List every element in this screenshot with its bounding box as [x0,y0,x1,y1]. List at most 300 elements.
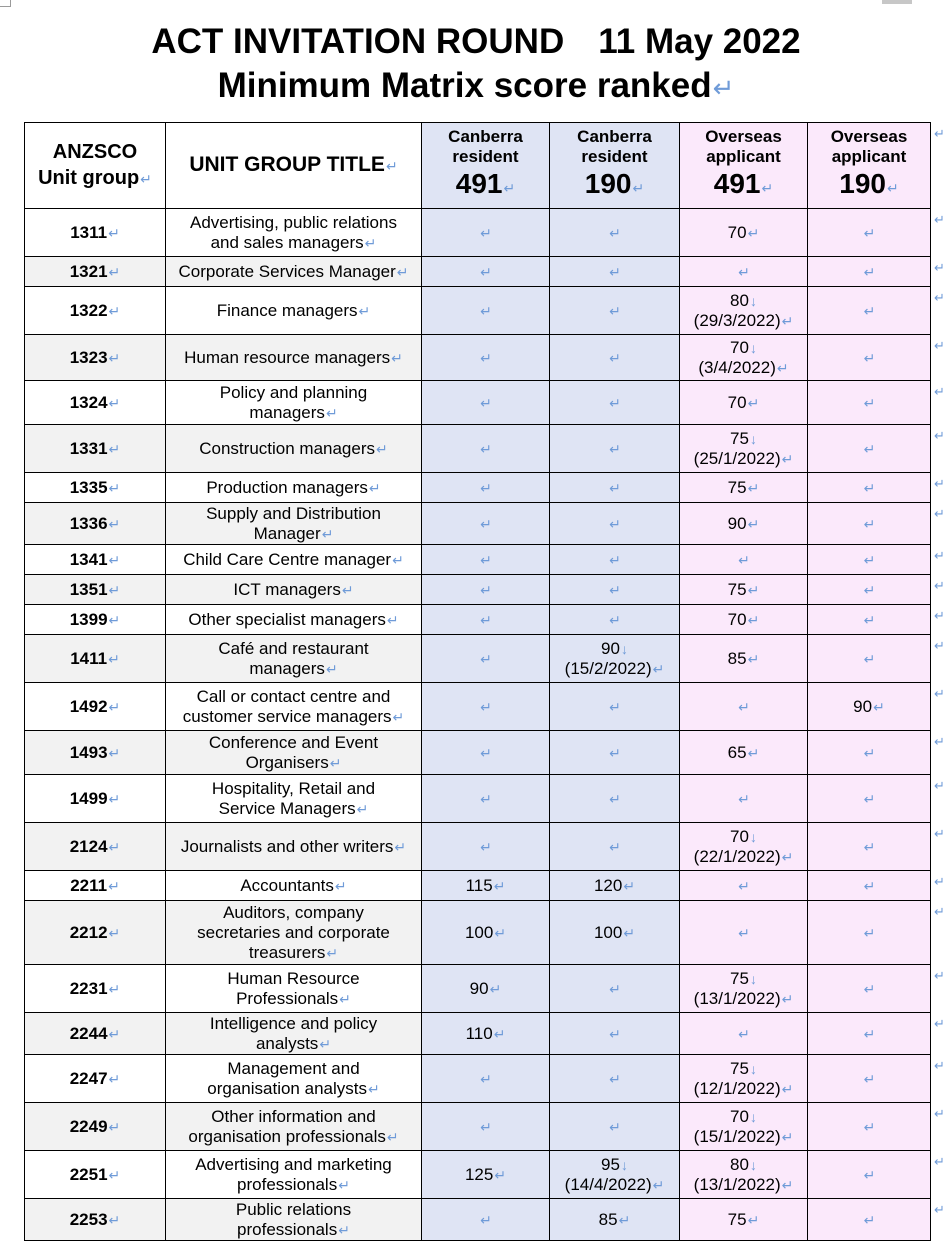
line-break-icon: ↓ [749,1108,757,1125]
score-cell-c4 [808,635,931,683]
return-mark-icon: ↵ [781,1176,794,1193]
title-line: Café and restaurant [218,638,369,658]
score-cell-c2 [550,635,680,683]
score-cell-c1 [422,871,550,901]
return-mark-icon: ↵ [385,158,398,174]
return-mark-icon: ↵ [108,980,121,997]
return-mark-icon: ↵ [863,611,876,628]
score-cell-c4 [808,731,931,775]
table-row [25,605,931,635]
right-margin-return-marks [928,0,952,1254]
score-line: 80↓ [730,290,757,310]
return-mark-icon: ↵ [712,73,735,103]
title-line: managers↵ [249,402,338,422]
return-mark-icon: ↵ [338,1176,350,1193]
line-break-icon: ↓ [749,1156,757,1173]
anzsco-code-cell [25,605,166,635]
return-mark-icon: ↵ [108,877,120,894]
return-mark-icon: ↵ [364,234,377,251]
anzsco-code: 2244 [69,1023,108,1043]
return-mark-icon: ↵ [934,1016,945,1031]
return-mark-icon: ↵ [489,980,502,997]
score-line: 90↵ [727,513,760,533]
score-cell-c3 [680,683,808,731]
table-row [25,683,931,731]
score-cell-c2 [550,545,680,575]
header-overseas-190: Overseas applicant 190↵ [808,123,931,209]
table-row [25,209,931,257]
score-line: 75↵ [727,477,760,497]
score-line: 70↵ [727,392,760,412]
return-mark-icon: ↵ [480,1118,492,1135]
score-cell-c4 [808,545,931,575]
return-mark-icon: ↵ [863,924,876,941]
score-cell-c2 [550,575,680,605]
return-mark-icon: ↵ [325,660,338,677]
score-cell-c2 [550,287,680,335]
score-cell-c3 [680,1199,808,1241]
score-cell-c1 [422,901,550,965]
return-mark-icon: ↵ [747,581,760,598]
return-mark-icon: ↵ [781,450,794,467]
score-cell-c1 [422,1151,550,1199]
return-mark-icon: ↵ [480,440,492,457]
line-break-icon: ↓ [620,640,628,657]
line-break-icon: ↓ [749,970,757,987]
score-cell-c1 [422,731,550,775]
return-mark-icon: ↵ [609,611,621,628]
unit-group-title-cell [166,775,422,823]
score-cell-c3 [680,1103,808,1151]
score-cell-c3 [680,731,808,775]
score-cell-c2 [550,775,680,823]
return-mark-icon: ↵ [863,1211,876,1228]
title-line: Accountants↵ [240,875,347,895]
score-cell-c3 [680,635,808,683]
title-line: Call or contact centre and [196,686,391,706]
score-cell-c1 [422,1055,550,1103]
header-canberra-491: Canberra resident 491↵ [422,123,550,209]
score-cell-c3 [680,605,808,635]
return-mark-icon: ↵ [480,479,492,496]
score-cell-c4 [808,871,931,901]
return-mark-icon: ↵ [934,734,945,749]
unit-group-title-cell [166,683,422,731]
return-mark-icon: ↵ [494,924,507,941]
return-mark-icon: ↵ [747,744,760,761]
return-mark-icon: ↵ [319,1035,332,1052]
return-mark-icon: ↵ [609,263,621,280]
return-mark-icon: ↵ [108,515,121,532]
return-mark-icon: ↵ [358,302,371,319]
title-line: Advertising and marketing [195,1154,392,1174]
return-mark-icon: ↵ [863,263,876,280]
score-line: 90↵ [469,978,502,998]
return-mark-icon: ↵ [480,698,492,715]
anzsco-code: 1351 [69,579,108,599]
return-mark-icon: ↵ [652,1176,665,1193]
return-mark-icon: ↵ [934,338,945,353]
anzsco-code-cell [25,1199,166,1241]
return-mark-icon: ↵ [781,312,794,329]
return-mark-icon: ↵ [781,848,794,865]
return-mark-icon: ↵ [609,698,621,715]
return-mark-icon: ↵ [368,479,381,496]
return-mark-icon: ↵ [934,384,945,399]
line-break-icon: ↓ [749,1060,757,1077]
anzsco-code-cell [25,1013,166,1055]
anzsco-code: 1336 [69,513,108,533]
score-cell-c3 [680,823,808,871]
score-cell-c2 [550,683,680,731]
return-mark-icon: ↵ [480,349,492,366]
score-line: 85↵ [598,1209,631,1229]
anzsco-code-cell [25,381,166,425]
title-line: Supply and Distribution [206,503,381,523]
anzsco-code: 1321 [69,261,108,281]
return-mark-icon: ↵ [863,1166,876,1183]
return-mark-icon: ↵ [108,440,121,457]
score-line: 95↓ [601,1154,628,1174]
score-line: 100↵ [464,922,507,942]
score-line: (15/2/2022)↵ [564,658,665,678]
unit-group-title-cell [166,965,422,1013]
return-mark-icon: ↵ [863,394,876,411]
return-mark-icon: ↵ [863,1118,876,1135]
score-cell-c4 [808,425,931,473]
return-mark-icon: ↵ [341,581,354,598]
return-mark-icon: ↵ [503,179,516,196]
return-mark-icon: ↵ [108,744,121,761]
score-cell-c3 [680,901,808,965]
anzsco-code-cell [25,731,166,775]
score-cell-c3 [680,473,808,503]
anzsco-code: 1493 [69,742,108,762]
return-mark-icon: ↵ [609,790,621,807]
return-mark-icon: ↵ [108,1166,121,1183]
line-break-icon: ↓ [620,1156,628,1173]
anzsco-code-cell [25,901,166,965]
table-row [25,335,931,381]
title-line: Policy and planning [219,382,368,402]
title-line: Service Managers↵ [218,798,369,818]
score-line: 125↵ [464,1164,507,1184]
return-mark-icon: ↵ [863,744,876,761]
return-mark-icon: ↵ [934,1202,945,1217]
return-mark-icon: ↵ [863,838,876,855]
return-mark-icon: ↵ [609,224,621,241]
unit-group-title-cell [166,871,422,901]
return-mark-icon: ↵ [108,551,121,568]
return-mark-icon: ↵ [934,428,945,443]
anzsco-code-cell [25,635,166,683]
return-mark-icon: ↵ [108,924,121,941]
score-cell-c4 [808,1151,931,1199]
return-mark-icon: ↵ [781,1080,794,1097]
return-mark-icon: ↵ [108,302,121,319]
return-mark-icon: ↵ [108,349,121,366]
anzsco-code-cell [25,209,166,257]
unit-group-title-cell [166,635,422,683]
score-cell-c2 [550,731,680,775]
return-mark-icon: ↵ [761,179,774,196]
return-mark-icon: ↵ [392,551,404,568]
score-cell-c3 [680,545,808,575]
return-mark-icon: ↵ [108,838,121,855]
score-line: 75↵ [727,1209,760,1229]
return-mark-icon: ↵ [934,506,945,521]
return-mark-icon: ↵ [480,650,492,667]
table-row [25,287,931,335]
score-cell-c4 [808,1013,931,1055]
table-row [25,425,931,473]
anzsco-code: 1322 [69,300,108,320]
return-mark-icon: ↵ [934,686,945,701]
return-mark-icon: ↵ [609,551,621,568]
return-mark-icon: ↵ [747,479,760,496]
return-mark-icon: ↵ [391,349,403,366]
return-mark-icon: ↵ [386,611,399,628]
score-cell-c3 [680,381,808,425]
score-cell-c2 [550,823,680,871]
table-row [25,575,931,605]
return-mark-icon: ↵ [108,1025,121,1042]
anzsco-code-cell [25,683,166,731]
return-mark-icon: ↵ [108,1118,121,1135]
score-cell-c4 [808,257,931,287]
return-mark-icon: ↵ [747,611,760,628]
invitation-table [24,122,931,1241]
unit-group-title-cell [166,1151,422,1199]
table-row [25,965,931,1013]
page-corner-right [882,0,912,4]
anzsco-code: 2251 [69,1164,108,1184]
score-cell-c4 [808,287,931,335]
return-mark-icon: ↵ [738,263,750,280]
return-mark-icon: ↵ [338,1221,350,1238]
return-mark-icon: ↵ [480,581,492,598]
score-cell-c4 [808,823,931,871]
unit-group-title-cell [166,575,422,605]
return-mark-icon: ↵ [396,263,409,280]
score-line: (3/4/2022)↵ [698,357,789,377]
title-line: Hospitality, Retail and [211,778,376,798]
anzsco-code: 2231 [69,978,108,998]
return-mark-icon: ↵ [934,608,945,623]
return-mark-icon: ↵ [326,944,339,961]
title-line: Production managers↵ [206,477,381,497]
score-cell-c1 [422,605,550,635]
score-cell-c1 [422,683,550,731]
score-line: (25/1/2022)↵ [693,448,794,468]
return-mark-icon: ↵ [863,551,876,568]
score-line: 70↵ [727,222,760,242]
return-mark-icon: ↵ [334,877,347,894]
anzsco-code: 1311 [70,222,108,242]
return-mark-icon: ↵ [325,404,338,421]
return-mark-icon: ↵ [863,349,876,366]
score-line: (12/1/2022)↵ [693,1078,794,1098]
return-mark-icon: ↵ [108,790,121,807]
score-cell-c1 [422,209,550,257]
score-line: 100↵ [593,922,636,942]
return-mark-icon: ↵ [108,1211,121,1228]
score-cell-c4 [808,335,931,381]
return-mark-icon: ↵ [863,440,876,457]
title-line: Corporate Services Manager↵ [178,261,409,281]
title-date: 11 May 2022 [598,22,801,61]
return-mark-icon: ↵ [609,302,621,319]
title-line: Intelligence and policy [209,1013,378,1033]
return-mark-icon: ↵ [934,290,945,305]
score-cell-c3 [680,1013,808,1055]
return-mark-icon: ↵ [480,263,492,280]
header-overseas-491: Overseas applicant 491↵ [680,123,808,209]
title-line: organisation analysts↵ [207,1078,380,1098]
score-cell-c4 [808,473,931,503]
return-mark-icon: ↵ [863,224,876,241]
anzsco-code-cell [25,425,166,473]
subtitle-text: Minimum Matrix score ranked [217,66,712,105]
return-mark-icon: ↵ [652,660,665,677]
return-mark-icon: ↵ [863,1070,876,1087]
return-mark-icon: ↵ [863,877,876,894]
score-line: (13/1/2022)↵ [693,1174,794,1194]
return-mark-icon: ↵ [886,179,899,196]
score-cell-c1 [422,1013,550,1055]
anzsco-code-cell [25,335,166,381]
unit-group-title-cell [166,1055,422,1103]
score-line: 75↵ [727,579,760,599]
score-cell-c4 [808,1199,931,1241]
score-line: (22/1/2022)↵ [693,846,794,866]
return-mark-icon: ↵ [480,790,492,807]
return-mark-icon: ↵ [934,904,945,919]
title-line: ICT managers↵ [233,579,354,599]
score-cell-c4 [808,209,931,257]
return-mark-icon: ↵ [609,838,621,855]
return-mark-icon: ↵ [609,440,621,457]
table-row [25,381,931,425]
return-mark-icon: ↵ [609,1025,621,1042]
return-mark-icon: ↵ [480,224,492,241]
score-line: 115↵ [465,875,506,895]
unit-group-title-cell [166,545,422,575]
score-line: (15/1/2022)↵ [693,1126,794,1146]
score-line: (13/1/2022)↵ [693,988,794,1008]
score-line: 120↵ [593,875,636,895]
return-mark-icon: ↵ [934,212,945,227]
return-mark-icon: ↵ [934,826,945,841]
title-line: Public relations [235,1199,352,1219]
return-mark-icon: ↵ [632,179,645,196]
anzsco-code: 2211 [70,875,108,895]
anzsco-code-cell [25,871,166,901]
anzsco-code-cell [25,545,166,575]
score-cell-c4 [808,503,931,545]
score-cell-c1 [422,965,550,1013]
score-line: 90↓ [601,638,628,658]
score-cell-c2 [550,871,680,901]
score-cell-c3 [680,775,808,823]
score-cell-c3 [680,209,808,257]
return-mark-icon: ↵ [480,551,492,568]
anzsco-code-cell [25,823,166,871]
anzsco-code-cell [25,575,166,605]
table-row [25,1055,931,1103]
page-corner-left [0,0,11,7]
score-cell-c1 [422,473,550,503]
table-row [25,1151,931,1199]
score-cell-c1 [422,503,550,545]
score-cell-c4 [808,683,931,731]
score-cell-c3 [680,575,808,605]
score-cell-c1 [422,635,550,683]
score-line: 85↵ [727,648,760,668]
return-mark-icon: ↵ [376,440,388,457]
score-line: 65↵ [727,742,760,762]
return-mark-icon: ↵ [480,611,492,628]
score-cell-c2 [550,1151,680,1199]
score-cell-c3 [680,503,808,545]
score-cell-c3 [680,965,808,1013]
return-mark-icon: ↵ [609,1118,621,1135]
return-mark-icon: ↵ [738,924,750,941]
return-mark-icon: ↵ [863,650,876,667]
return-mark-icon: ↵ [738,1025,750,1042]
return-mark-icon: ↵ [480,1070,492,1087]
return-mark-icon: ↵ [494,1166,507,1183]
return-mark-icon: ↵ [747,1211,760,1228]
score-line: 80↓ [730,1154,757,1174]
score-cell-c4 [808,965,931,1013]
return-mark-icon: ↵ [609,1070,621,1087]
score-line: 90↵ [853,696,885,716]
return-mark-icon: ↵ [623,877,636,894]
table-row [25,1013,931,1055]
unit-group-title-cell [166,1103,422,1151]
table-row [25,257,931,287]
score-cell-c1 [422,1103,550,1151]
title-line: Journalists and other writers↵ [180,836,407,856]
return-mark-icon: ↵ [863,515,876,532]
title-line: Construction managers↵ [199,438,388,458]
unit-group-title-cell [166,209,422,257]
title-line: professionals↵ [237,1219,350,1239]
score-cell-c2 [550,257,680,287]
unit-group-title-cell [166,901,422,965]
title-line: Human Resource [227,968,360,988]
score-cell-c2 [550,381,680,425]
line-break-icon: ↓ [749,828,757,845]
return-mark-icon: ↵ [863,1025,876,1042]
return-mark-icon: ↵ [934,578,945,593]
score-line: (14/4/2022)↵ [564,1174,665,1194]
page-title [0,21,952,63]
anzsco-code-cell [25,965,166,1013]
return-mark-icon: ↵ [108,581,121,598]
table-row [25,635,931,683]
score-cell-c3 [680,335,808,381]
return-mark-icon: ↵ [108,263,121,280]
return-mark-icon: ↵ [863,581,876,598]
return-mark-icon: ↵ [609,581,621,598]
title-line: Other information and [211,1106,376,1126]
score-cell-c4 [808,1103,931,1151]
return-mark-icon: ↵ [480,838,492,855]
anzsco-code-cell [25,257,166,287]
score-cell-c2 [550,425,680,473]
